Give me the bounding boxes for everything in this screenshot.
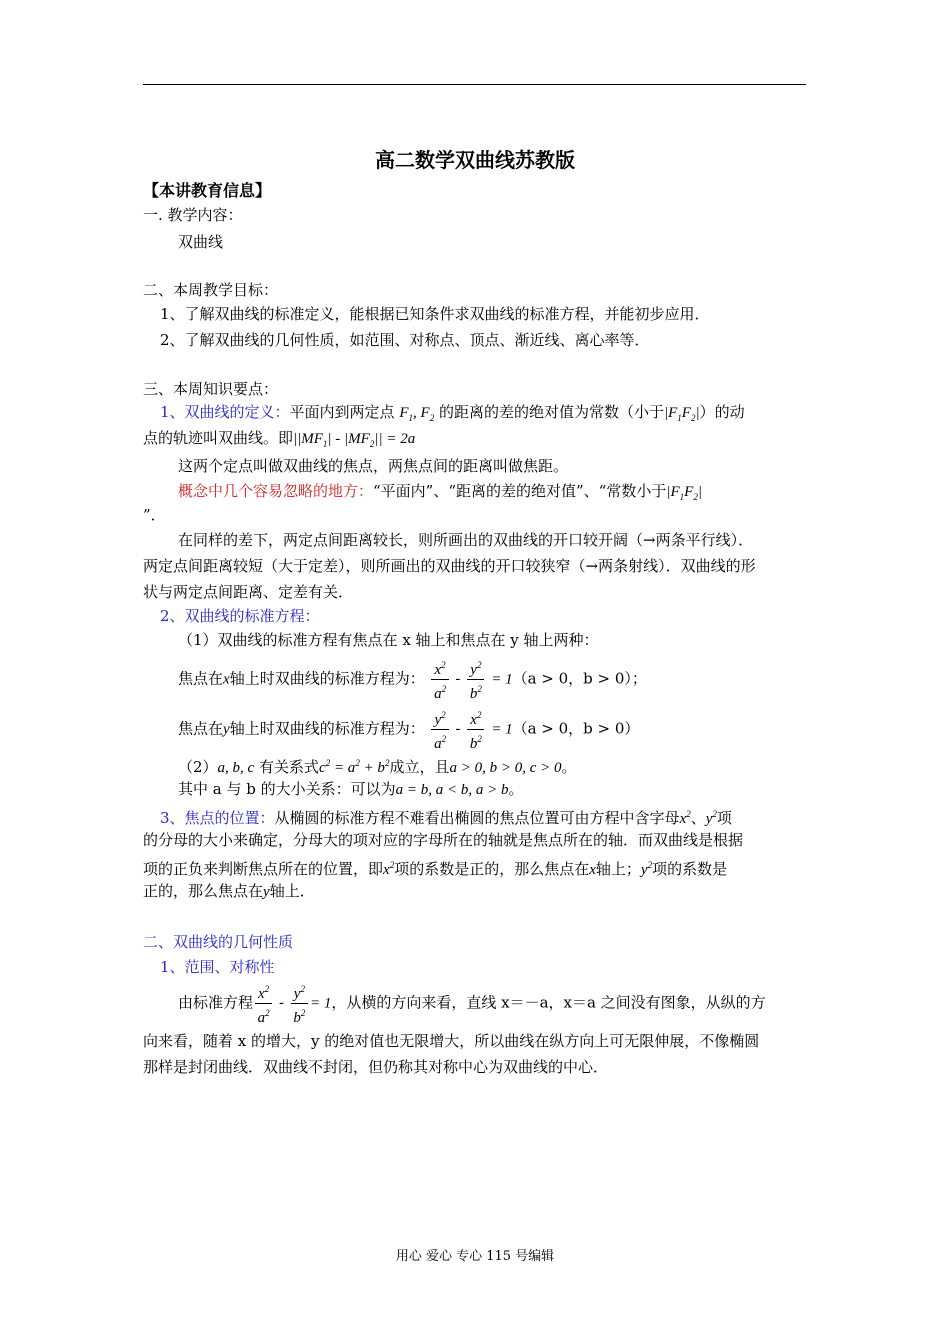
concept-end: ”． [143,506,166,524]
page-title: 高二数学双曲线苏教版 [375,148,575,172]
focal-distance-abs: $|F_1F_2|$ [663,405,700,423]
range-line-2: 向来看，随着 x 的增大，y 的绝对值也无限增大，所以曲线在纵方向上可无限伸展，不像椭圆 [143,1032,760,1050]
relation-line: 其中 a 与 b 的大小关系：可以为a = b, a < b, a > b。 [178,780,524,798]
y2-over-b2: $\frac{y^2}{b^2}$ [467,656,484,703]
std-label: 2、双曲线的标准方程： [160,607,320,625]
abc-relation: $c^2 = a^2 + b^2$ [319,758,390,776]
header-rule [143,84,806,85]
concept-line: 概念中几个容易忽略的地方：“平面内”、“距离的差的绝对值”、“常数小于$|F_1F_2|$ [178,482,702,502]
std-y-line: 焦点在y轴上时双曲线的标准方程为： $\frac{y^2}{a^2}$ - $\frac{x^2}{b^2}$ = 1（a > 0，b > 0） [178,706,639,753]
diff-para-3: 状与两定点间距离、定差有关． [143,583,354,601]
position-line-2: 的分母的大小来确定，分母大的项对应的字母所在的轴就是焦点所在的轴．而双曲线是根据 [143,831,744,849]
position-label: 3、焦点的位置： [160,809,275,827]
page-footer: 用心 爱心 专心 115 号编辑 [395,1249,555,1264]
position-line-1: 3、焦点的位置：从椭圆的标准方程不难看出椭圆的焦点位置可由方程中含字母$x^2$、$y^2$项 [160,809,732,827]
sec3-heading: 三、本周知识要点： [143,380,279,398]
definition-line-1: 1、双曲线的定义：平面内到两定点 $F_1$, $F_2$ 的距离的差的绝对值为常数（小于$|F_1F_2|$）的动 [160,403,745,423]
definition-label: 1、双曲线的定义： [160,403,290,421]
std-1: （1）双曲线的标准方程有焦点在 x 轴上和焦点在 y 轴上两种： [178,631,599,649]
position-line-3: 项的正负来判断焦点所在的位置，即$x^2$项的系数是正的，那么焦点在x轴上；$y^2$项的系数是 [143,860,728,878]
sec2-heading: 二、本周教学目标： [143,281,279,299]
definition-formula: $||MF_1| - |MF_2|| = 2a$ [293,431,416,449]
range-line-1: 由标准方程 $\frac{x^2}{a^2}$ - $\frac{y^2}{b^2}$ = 1，从横的方向来看，直线 x＝－a，x＝a 之间没有图象，从纵的方 [178,980,766,1027]
diff-para-1: 在同样的差下，两定点间距离较长，则所画出的双曲线的开口较开阔（→两条平行线）． [178,531,754,549]
sec1-heading: 一. 教学内容： [143,206,243,224]
std-2-line: （2）a, b, c 有关系式$c^2 = a^2 + b^2$成立，且a > 0, b > 0, c > 0。 [178,758,577,776]
info-heading: 【本讲教育信息】 [143,181,272,200]
range-line-3: 那样是封闭曲线．双曲线不封闭，但仍称其对称中心为双曲线的中心． [143,1058,609,1076]
x2-over-b2: $\frac{x^2}{b^2}$ [467,706,484,753]
foci-line: 这两个定点叫做双曲线的焦点，两焦点间的距离叫做焦距。 [178,457,569,475]
goal-2: 2、了解双曲线的几何性质，如范围、对称点、顶点、渐近线、离心率等． [160,331,650,349]
x2-over-a2: $\frac{x^2}{a^2}$ [431,656,448,703]
geometry-heading: 二、双曲线的几何性质 [143,933,294,951]
foci-symbols: $F_1$, $F_2$ [399,405,435,423]
std-x-line: 焦点在x轴上时双曲线的标准方程为： $\frac{x^2}{a^2}$ - $\frac{y^2}{b^2}$ = 1（a > 0，b > 0）； [178,656,647,703]
sec1-body: 双曲线 [178,233,224,251]
position-line-4: 正的，那么焦点在y轴上． [143,882,315,900]
definition-line-2: 点的轨迹叫双曲线。即$||MF_1| - |MF_2|| = 2a$ [143,429,416,449]
concept-label: 概念中几个容易忽略的地方： [178,482,374,500]
diff-para-2: 两定点间距离较短（大于定差），则所画出的双曲线的开口较狭窄（→两条射线）．双曲线的形 [143,557,756,575]
goal-1: 1、了解双曲线的标准定义，能根据已知条件求双曲线的标准方程，并能初步应用． [160,305,710,323]
range-label: 1、范围、对称性 [160,958,275,976]
y2-over-a2: $\frac{y^2}{a^2}$ [431,706,448,753]
